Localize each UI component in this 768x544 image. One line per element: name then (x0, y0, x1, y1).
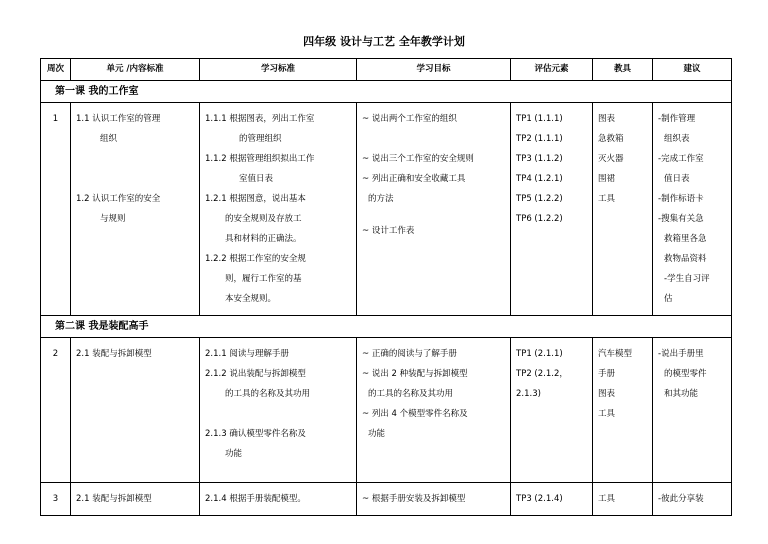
aid-text: 手册 (598, 369, 616, 379)
header-week: 周次 (41, 59, 71, 81)
objective-text: ~ 列出正确和安全收藏工具 (362, 174, 466, 184)
header-evaluation: 评估元素 (511, 59, 593, 81)
objective-text: ~ 说出 2 种装配与拆卸模型 (362, 369, 468, 379)
evaluation-text: TP1 (1.1.1) (516, 114, 563, 124)
aid-text: 围裙 (598, 174, 616, 184)
unit-text: 组织 (100, 134, 118, 144)
standard-cell (200, 338, 357, 483)
unit-text: 1.1 认识工作室的管理 (76, 114, 161, 124)
lesson-row (41, 316, 732, 338)
header-aids: 教具 (593, 59, 653, 81)
suggestion-text: -制作管理 (658, 114, 696, 124)
lesson-1-title: 第一课 我的工作室 (41, 81, 732, 103)
aid-text: 急救箱 (598, 134, 624, 144)
suggestion-text: -完成工作室 (658, 154, 704, 164)
evaluation-cell: TP3 (2.1.4) (511, 483, 593, 516)
objective-cell (357, 338, 511, 483)
header-row (41, 59, 732, 81)
week-cell: 1 (41, 103, 71, 316)
evaluation-cell (511, 103, 593, 316)
evaluation-text: TP1 (2.1.1) (516, 349, 563, 359)
objective-cell: ~ 根据手册安装及拆卸模型 (357, 483, 511, 516)
evaluation-text: 2.1.3) (516, 389, 541, 399)
suggestion-text: 和其功能 (664, 389, 699, 399)
unit-text: 与规则 (100, 214, 126, 224)
suggestion-text: -制作标语卡 (658, 194, 704, 204)
lesson-row (41, 81, 732, 103)
unit-cell: 2.1 装配与拆卸模型 (71, 483, 200, 516)
evaluation-cell (511, 338, 593, 483)
objective-text: ~ 设计工作表 (362, 226, 415, 236)
standard-text: 2.1.1 阅读与理解手册 (205, 349, 289, 359)
table-row (41, 338, 732, 483)
suggestion-text: 组织表 (664, 134, 690, 144)
standard-text: 1.2.1 根据图意，说出基本 (205, 194, 306, 204)
objective-text: ~ 正确的阅读与了解手册 (362, 349, 457, 359)
suggestion-text: 救物品资料 (664, 254, 707, 264)
standard-text: 功能 (225, 449, 243, 459)
suggestion-text: 救箱里各急 (664, 234, 707, 244)
aids-cell (593, 103, 653, 316)
aid-text: 图表 (598, 114, 616, 124)
evaluation-text: TP3 (1.1.2) (516, 154, 563, 164)
aid-text: 工具 (598, 409, 616, 419)
unit-cell: 2.1 装配与拆卸模型 (71, 338, 200, 483)
week-cell: 2 (41, 338, 71, 483)
suggestion-text: -搜集有关急 (658, 214, 704, 224)
document-title: 四年级 设计与工艺 全年教学计划 (303, 35, 465, 48)
standard-text: 1.1.1 根据图表，列出工作室 (205, 114, 315, 124)
objective-cell (357, 103, 511, 316)
standard-cell (200, 103, 357, 316)
table-row (41, 103, 732, 316)
aids-cell (593, 338, 653, 483)
suggestion-text: 值日表 (664, 174, 690, 184)
header-objective: 学习目标 (357, 59, 511, 81)
header-standard: 学习标准 (200, 59, 357, 81)
suggestion-text: -学生自习评 (664, 274, 710, 284)
standard-text: 本安全规则。 (225, 294, 277, 304)
standard-text: 室值日表 (239, 174, 274, 184)
lesson-2-title: 第二课 我是装配高手 (41, 316, 732, 338)
objective-text: 的方法 (368, 194, 394, 204)
teaching-plan-table (40, 58, 732, 516)
aid-text: 灭火器 (598, 154, 624, 164)
objective-text: 功能 (368, 429, 386, 439)
standard-cell: 2.1.4 根据手册装配模型。 (200, 483, 357, 516)
suggestion-text: 估 (664, 294, 673, 304)
suggestion-text: -说出手册里 (658, 349, 704, 359)
evaluation-text: TP2 (2.1.2， (516, 369, 568, 379)
objective-text: ~ 列出 4 个模型零件名称及 (362, 409, 468, 419)
standard-text: 1.1.2 根据管理组织拟出工作 (205, 154, 315, 164)
standard-text: 的工具的名称及其功用 (225, 389, 311, 399)
table-row (41, 483, 732, 516)
standard-text: 1.2.2 根据工作室的安全规 (205, 254, 306, 264)
evaluation-text: TP2 (1.1.1) (516, 134, 563, 144)
evaluation-text: TP4 (1.2.1) (516, 174, 563, 184)
standard-text: 2.1.2 说出装配与拆卸模型 (205, 369, 306, 379)
standard-text: 具和材料的正确法。 (225, 234, 302, 244)
objective-text: ~ 说出两个工作室的组织 (362, 114, 457, 124)
standard-text: 2.1.3 确认模型零件名称及 (205, 429, 306, 439)
suggestion-cell (653, 338, 732, 483)
evaluation-text: TP6 (1.2.2) (516, 214, 563, 224)
header-unit: 单元 /内容标准 (71, 59, 200, 81)
evaluation-text: TP5 (1.2.2) (516, 194, 563, 204)
unit-cell (71, 103, 200, 316)
aid-text: 工具 (598, 194, 616, 204)
week-cell: 3 (41, 483, 71, 516)
standard-text: 的安全规则及存放工 (225, 214, 302, 224)
suggestion-cell (653, 103, 732, 316)
objective-text: 的工具的名称及其功用 (368, 389, 454, 399)
standard-text: 的管理组织 (239, 134, 282, 144)
unit-text: 1.2 认识工作室的安全 (76, 194, 161, 204)
standard-text: 则，履行工作室的基 (225, 274, 302, 284)
suggestion-text: 的模型零件 (664, 369, 707, 379)
suggestion-cell: -彼此分享装 (653, 483, 732, 516)
objective-text: ~ 说出三个工作室的安全规则 (362, 154, 474, 164)
aids-cell: 工具 (593, 483, 653, 516)
aid-text: 汽车模型 (598, 349, 633, 359)
aid-text: 图表 (598, 389, 616, 399)
header-suggestion: 建议 (653, 59, 732, 81)
